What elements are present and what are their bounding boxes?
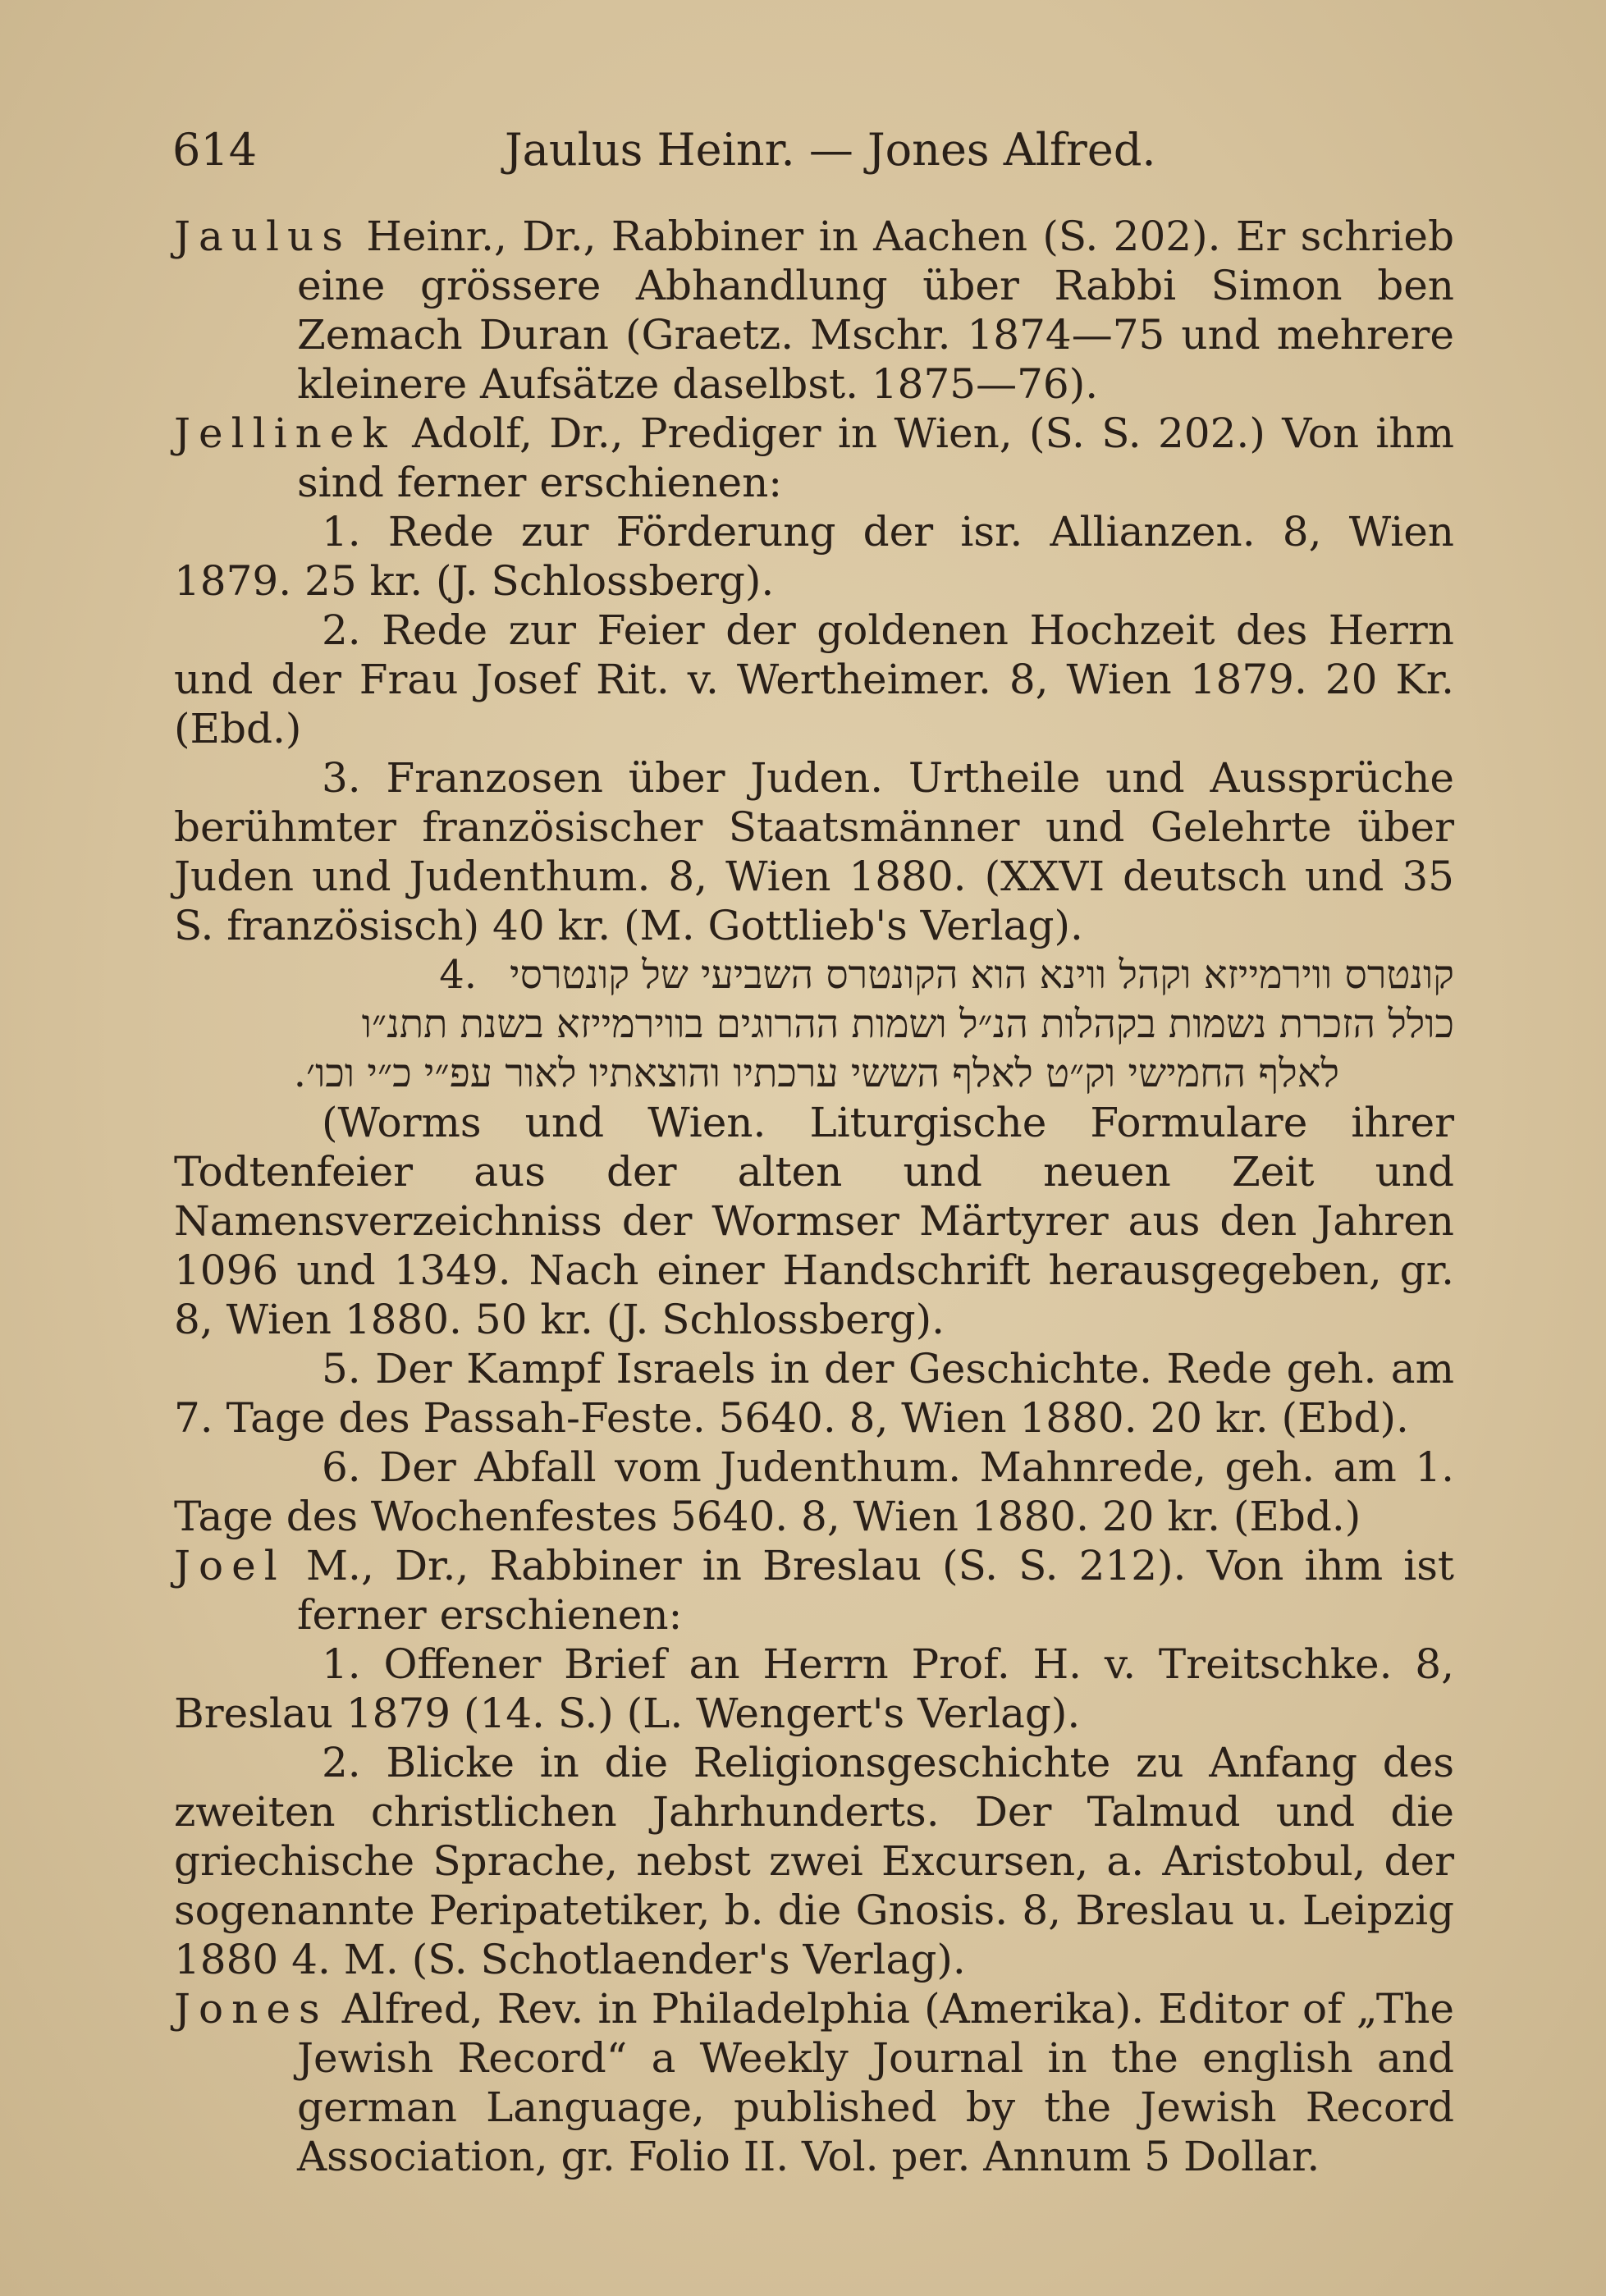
entry-joel	[174, 1541, 1454, 1640]
joel-item-1: 1. Offener Brief an Herrn Prof. H. v. Treitschke. 8, Breslau 1879 (14. S.) (L. Wengert's Verlag).	[174, 1640, 1454, 1737]
hebrew-title-line-3: לאלף החמישי וק״ט לאלף הששי ערכתיו והוצאתיו לאור עפ״י כ״י וכו׳.	[293, 1050, 1339, 1096]
entry-text: Alfred, Rev. in Philadelphia (Amerika). Editor of „The Jewish Record“ a Weekly Journal in the english and german Language, published by the Jewish Record Association, gr. Folio II. Vol. per. Annum 5 Dollar.	[297, 1985, 1454, 2180]
hebrew-line-1-text: קונטרס ווירמייזא וקהל ווינא הוא הקונטרס השביעי של קונטרסי	[510, 952, 1454, 998]
jellinek-item-1: 1. Rede zur Förderung der isr. Allianzen. 8, Wien 1879. 25 kr. (J. Schlossberg).	[174, 508, 1454, 605]
page-number: 614	[172, 124, 258, 176]
entry-text: Heinr., Dr., Rabbiner in Aachen (S. 202). Er schrieb eine grössere Abhandlung über Rabbi Simon ben Zemach Duran (Graetz. Mschr. 1874—75 und mehrere kleinere Aufsätze daselbst. 1875—76).	[297, 213, 1454, 408]
entry-jellinek	[174, 409, 1454, 507]
entry-jaulus	[174, 212, 1454, 409]
entry-jones	[174, 1984, 1454, 2181]
running-title: Jaulus Heinr. — Jones Alfred.	[505, 124, 1156, 176]
jellinek-item-4	[174, 950, 1454, 1344]
entry-name: Joel	[174, 1542, 286, 1589]
hebrew-title-line-1	[174, 950, 1454, 999]
entry-text: M., Dr., Rabbiner in Breslau (S. S. 212). Von ihm ist ferner erschienen:	[297, 1542, 1454, 1639]
running-header	[172, 121, 1453, 179]
item-4-translation: (Worms und Wien. Liturgische Formulare ihrer Todtenfeier aus der alten und neuen Zeit und Namensverzeichniss der Wormser Märtyrer aus den Jahren 1096 und 1349. Nach einer Handschrift herausgegeben, gr. 8, Wien 1880. 50 kr. (J. Schlossberg).	[174, 1099, 1454, 1343]
entry-text: Adolf, Dr., Prediger in Wien, (S. S. 202.) Von ihm sind ferner erschienen:	[297, 409, 1454, 506]
jellinek-item-3: 3. Franzosen über Juden. Urtheile und Aussprüche berühmter französischer Staatsmänner und Gelehrte über Juden und Judenthum. 8, Wien 1880. (XXVI deutsch und 35 S. französisch) 40 kr. (M. Gottlieb's Verlag).	[174, 754, 1454, 949]
body-text	[174, 212, 1454, 2181]
item-number: 4.	[439, 952, 478, 998]
entry-name: Jellinek	[174, 409, 396, 457]
joel-item-2: 2. Blicke in die Religionsgeschichte zu Anfang des zweiten christlichen Jahrhunderts. Der Talmud und die griechische Sprache, nebst zwei Excursen, a. Aristobul, der sogenannte Peripatetiker, b. die Gnosis. 8, Breslau u. Leipzig 1880 4. M. (S. Schotlaender's Verlag).	[174, 1739, 1454, 1983]
jellinek-item-6: 6. Der Abfall vom Judenthum. Mahnrede, geh. am 1. Tage des Wochenfestes 5640. 8, Wien 1880. 20 kr. (Ebd.)	[174, 1443, 1454, 1540]
entry-name: Jones	[174, 1985, 328, 2033]
entry-name: Jaulus	[174, 213, 351, 260]
jellinek-item-2: 2. Rede zur Feier der goldenen Hochzeit des Herrn und der Frau Josef Rit. v. Wertheimer. 8, Wien 1879. 20 Kr. (Ebd.)	[174, 606, 1454, 752]
hebrew-title-line-2: כולל הזכרת נשמות בקהלות הנ״ל ושמות ההרוגים בווירמייזא בשנת תתנ״ו	[361, 1001, 1454, 1047]
jellinek-item-5: 5. Der Kampf Israels in der Geschichte. Rede geh. am 7. Tage des Passah-Feste. 5640. 8, Wien 1880. 20 kr. (Ebd).	[174, 1345, 1454, 1442]
